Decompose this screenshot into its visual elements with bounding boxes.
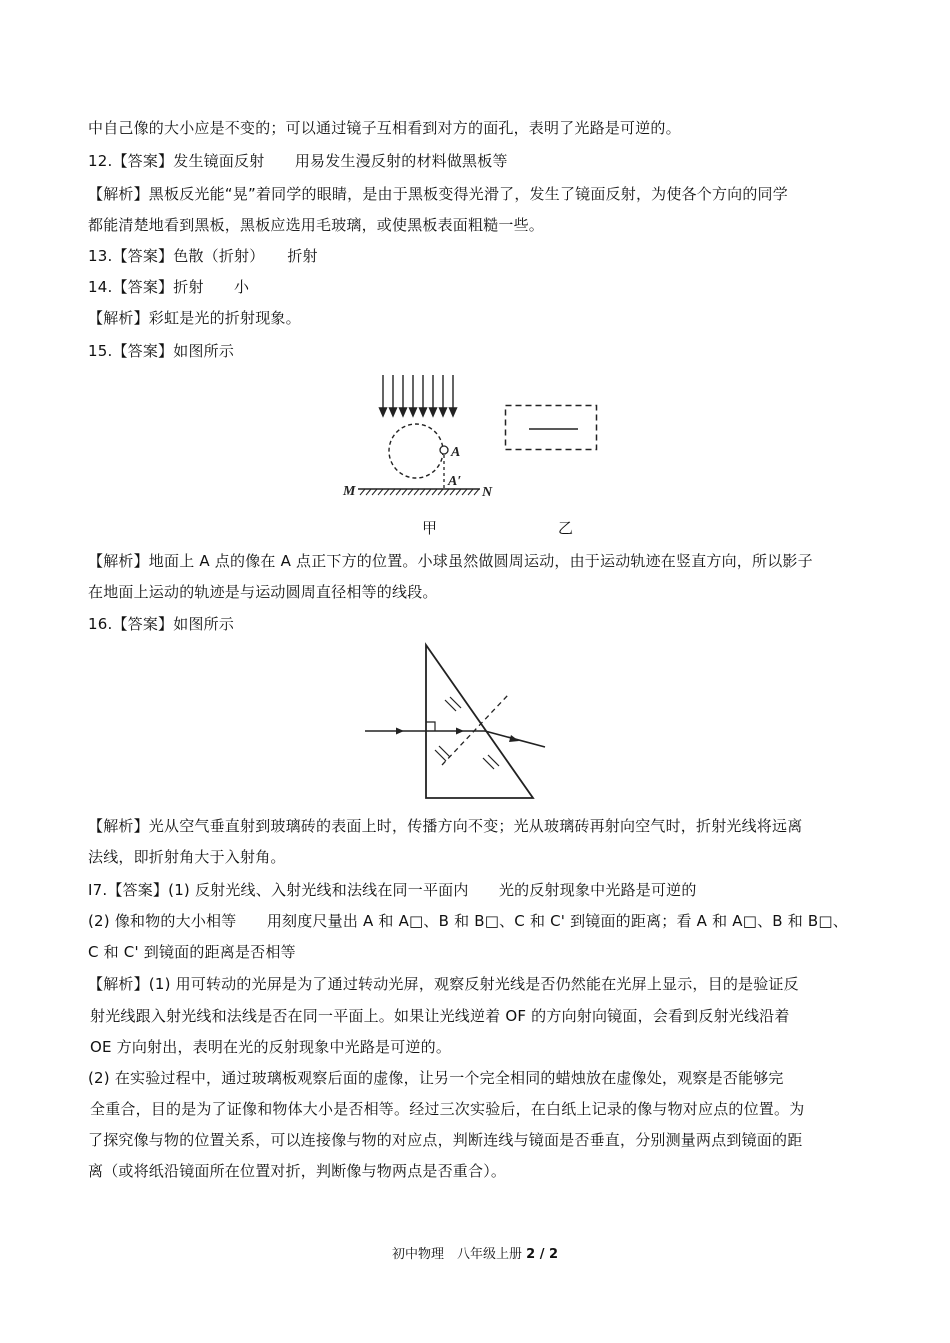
analysis-14: 【解析】彩虹是光的折射现象。 bbox=[88, 309, 301, 327]
figure-16-prism bbox=[360, 640, 560, 805]
analysis-15-line-1: 【解析】地面上 A 点的像在 A 点正下方的位置。小球虽然做圆周运动，由于运动轨迹在竖直方向，所以影子 bbox=[88, 552, 813, 570]
page-number: 2 / 2 bbox=[526, 1247, 559, 1262]
analysis-17-line-7: 离（或将纸沿镜面所在位置对折，判断像与物两点是否重合）。 bbox=[88, 1162, 507, 1180]
analysis-17-line-4: (2) 在实验过程中，通过玻璃板观察后面的虚像，让另一个完全相同的蜡烛放在虚像处，观察是否能够完 bbox=[88, 1069, 784, 1087]
text-line-1: 中自己像的大小应是不变的；可以通过镜子互相看到对方的面孔，表明了光路是可逆的。 bbox=[88, 119, 681, 137]
footer-title: 初中物理 八年级上册 bbox=[391, 1247, 522, 1262]
analysis-17-line-3: OE 方向射出，表明在光的反射现象中光路是可逆的。 bbox=[90, 1038, 452, 1056]
label-a-prime: A′ bbox=[448, 474, 462, 489]
analysis-12-line-1: 【解析】黑板反光能“晃”着同学的眼睛，是由于黑板变得光滑了，发生了镜面反射，为使各个方向的同学 bbox=[88, 185, 788, 203]
label-a: A bbox=[451, 445, 461, 460]
answer-12: 12.【答案】发生镜面反射 用易发生漫反射的材料做黑板等 bbox=[88, 152, 508, 170]
figure-15-yi bbox=[504, 404, 599, 452]
analysis-17-line-6: 了探究像与物的位置关系，可以连接像与物的对应点，判断连线与镜面是否垂直，分别测量两点到镜面的距 bbox=[88, 1131, 803, 1149]
analysis-12-line-2: 都能清楚地看到黑板，黑板应选用毛玻璃，或使黑板表面粗糙一些。 bbox=[88, 216, 545, 234]
analysis-17-line-5: 全重合，目的是为了证像和物体大小是否相等。经过三次实验后，在白纸上记录的像与物对应点的位置。为 bbox=[90, 1100, 805, 1118]
figure-15-jia bbox=[340, 370, 505, 505]
analysis-17-line-1: 【解析】(1) 用可转动的光屏是为了通过转动光屏，观察反射光线是否仍然能在光屏上显示，目的是验证反 bbox=[88, 975, 799, 993]
answer-17-part-2-line-2: C 和 C' 到镜面的距离是否相等 bbox=[88, 943, 296, 961]
answer-17-part-1: I7.【答案】(1) 反射光线、入射光线和法线在同一平面内 光的反射现象中光路是可逆的 bbox=[88, 881, 697, 899]
analysis-17-line-2: 射光线跟入射光线和法线是否在同一平面上。如果让光线逆着 OF 的方向射向镜面，会看到反射光线沿着 bbox=[90, 1007, 790, 1025]
answer-17-part-2-line-1: (2) 像和物的大小相等 用刻度尺量出 A 和 A□、B 和 B□、C 和 C' 到镜面的距离；看 A 和 A□、B 和 B□、 bbox=[88, 912, 848, 930]
analysis-15-line-2: 在地面上运动的轨迹是与运动圆周直径相等的线段。 bbox=[88, 583, 438, 601]
analysis-16-line-2: 法线，即折射角大于入射角。 bbox=[88, 848, 286, 866]
answer-15: 15.【答案】如图所示 bbox=[88, 342, 235, 360]
answer-14: 14.【答案】折射 小 bbox=[88, 278, 250, 296]
answer-16: 16.【答案】如图所示 bbox=[88, 615, 235, 633]
analysis-16-line-1: 【解析】光从空气垂直射到玻璃砖的表面上时，传播方向不变；光从玻璃砖再射向空气时，折射光线将远离 bbox=[88, 817, 803, 835]
answer-13: 13.【答案】色散（折射） 折射 bbox=[88, 247, 318, 265]
page-footer bbox=[0, 1246, 950, 1264]
caption-yi: 乙 bbox=[558, 519, 574, 537]
label-n: N bbox=[482, 485, 493, 500]
label-m: M bbox=[343, 484, 356, 499]
caption-jia: 甲 bbox=[422, 519, 438, 537]
